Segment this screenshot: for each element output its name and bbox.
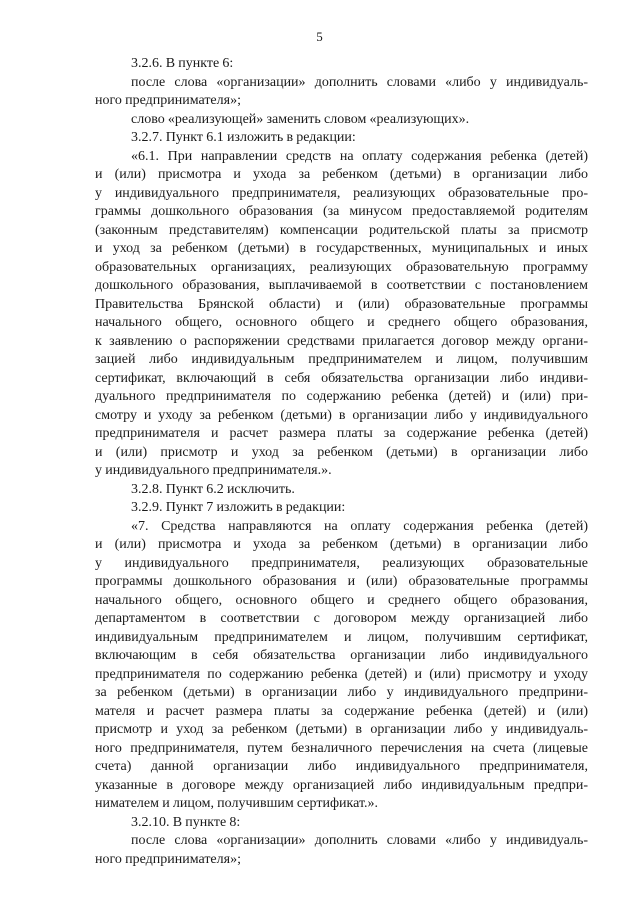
text-line: дуального предпринимателя по содержанию ребенка (детей) и (или) при- <box>95 389 588 404</box>
text-line: 3.2.8. Пункт 6.2 исключить. <box>131 481 295 497</box>
text-line: сертификат, включающий в себя обязательства организации либо индиви- <box>95 370 588 386</box>
text-line: 3.2.9. Пункт 7 изложить в редакции: <box>131 500 346 515</box>
text-line: предпринимателя по содержанию ребенка (детей) и (или) присмотру и уходу <box>95 666 588 682</box>
text-line: нимателем и лицом, получившим сертификат.». <box>95 796 379 811</box>
text-line: образовательных организациях, реализующих образовательную программу <box>95 259 588 275</box>
page-number: 5 <box>316 29 323 44</box>
text-line: программы дошкольного образования и (или) образовательные программы <box>95 574 588 589</box>
text-line: ного предпринимателя»; <box>95 93 241 108</box>
text-line: мателя и расчет размера платы за содержание ребенка (детей) и (или) <box>95 703 588 719</box>
text-line: и уход за ребенком (детьми) в государственных, муниципальных и иных <box>95 241 588 256</box>
text-line: и (или) присмотра и ухода за ребенком (детьми) в организации либо <box>95 537 588 552</box>
text-line: у индивидуального предпринимателя, реализующих образовательные про- <box>95 185 588 201</box>
document-body <box>95 55 588 869</box>
text-line: зацией либо индивидуальным предпринимателем и лицом, получившим <box>95 352 588 367</box>
text-line: после слова «организации» дополнить словами «либо у индивидуаль- <box>131 833 588 848</box>
text-line: смотру и уходу за ребенком (детьми) в организации либо у индивидуального <box>95 407 588 423</box>
text-line: индивидуальным предпринимателем и лицом, получившим сертификат, <box>95 629 588 645</box>
text-line: начального общего, основного общего и среднего общего образования, <box>95 592 588 608</box>
text-line: «6.1. При направлении средств на оплату содержания ребенка (детей) <box>131 148 588 164</box>
text-line: граммы дошкольного образования (за минусом предоставляемой родителям <box>95 204 588 219</box>
text-line: присмотр и уход за ребенком (детьми) в организации либо у индивидуаль- <box>95 722 588 737</box>
text-line: 3.2.10. В пункте 8: <box>131 814 241 830</box>
text-line: за ребенком (детьми) в организации либо у индивидуального предприни- <box>95 685 588 700</box>
text-line: и (или) присмотра и ухода за ребенком (детьми) в организации либо <box>95 167 588 182</box>
text-line: Правительства Брянской области) и (или) образовательные программы <box>95 296 588 312</box>
text-line: начального общего, основного общего и среднего общего образования, <box>95 315 588 330</box>
text-line: 3.2.7. Пункт 6.1 изложить в редакции: <box>131 130 356 145</box>
text-line: дошкольного образования, выплачиваемой в соответствии с постановлением <box>95 278 588 293</box>
text-line: слово «реализующей» заменить словом «реализующих». <box>131 111 470 127</box>
text-line: к заявлению о распоряжении средствами прилагается договор между органи- <box>95 333 588 349</box>
text-line: «7. Средства направляются на оплату содержания ребенка (детей) <box>131 518 588 534</box>
text-line: (законным представителям) компенсации родительской платы за присмотр <box>95 222 588 238</box>
text-line: департаментом в соответствии с договором между организацией либо <box>95 611 588 626</box>
text-line: 3.2.6. В пункте 6: <box>131 56 234 71</box>
text-line: предпринимателя и расчет размера платы за содержание ребенка (детей) <box>95 426 588 441</box>
text-line: включающим в себя обязательства организации либо индивидуального <box>95 648 588 663</box>
text-line: у индивидуального предпринимателя, реализующих образовательные <box>95 555 588 571</box>
text-line: ного предпринимателя»; <box>95 851 241 867</box>
text-line: у индивидуального предпринимателя.». <box>95 463 332 478</box>
text-line: указанные в договоре между организацией либо индивидуальным предпри- <box>95 777 588 793</box>
text-line: и (или) присмотр и уход за ребенком (детьми) в организации либо <box>95 444 588 460</box>
text-line: после слова «организации» дополнить словами «либо у индивидуаль- <box>131 74 588 90</box>
text-line: счета) данной организации либо индивидуального предпринимателя, <box>95 759 588 774</box>
text-line: ного предпринимателя, путем безналичного перечисления на счета (лицевые <box>95 740 588 756</box>
